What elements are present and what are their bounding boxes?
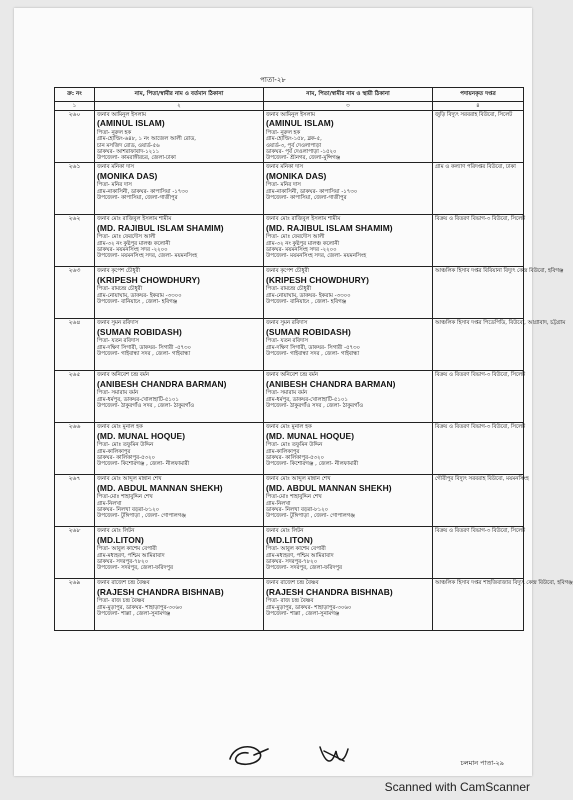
document-page xyxy=(14,8,573,776)
address-line: ডাকঘর- কালিকাপুর-৫৩২০ xyxy=(97,454,156,461)
posted-office: বিক্রয় ও বিতরণ বিভাগ-৩ বিউবো, সিলেট xyxy=(433,423,524,475)
address-line: উপজেলা- সদরপুর, জেলা-ফরিদপুর xyxy=(97,565,173,572)
permanent-address-cell xyxy=(264,423,433,475)
current-address-cell xyxy=(95,215,264,267)
father-name: পিতা- নুরুল হক xyxy=(97,130,132,137)
person-title: জনাব অনিবেশ চন্দ্র বর্মন xyxy=(97,372,150,379)
person-title: জনাব মোঃ আব্দুল মান্নান শেখ xyxy=(97,476,162,483)
header-posted-office: পদায়নকৃত দপ্তর xyxy=(433,88,524,102)
serial-number: ২৬৯ xyxy=(55,579,95,631)
father-name: পিতা- সমারাম বর্মন xyxy=(97,390,139,397)
address-line: গ্রাম-ধর্মপুর, ডাকঘর-খোলাহাটি-৫১০১ xyxy=(97,396,179,403)
address-line: গ্রাম-৩২ নং কুষ্টপুর মালঞ্চ কলোনী xyxy=(97,240,171,247)
posted-office: আঞ্চলিক হিসাব দপ্তর পিডেপিডি, বিউবো, আগ্রাবাদ, চট্টগ্রাম xyxy=(433,319,524,371)
permanent-address-cell xyxy=(264,319,433,371)
serial-number: ২৬৫ xyxy=(55,371,95,423)
address-line: গ্রাম-হোল্ডিং-১৫৮, ব্লক-৫, xyxy=(266,136,322,143)
person-name-english: (SUMAN ROBIDASH) xyxy=(97,326,182,337)
table-row xyxy=(55,111,524,163)
column-index: ৪ xyxy=(433,102,524,111)
address-line: উপজেলা- কিশোরগঞ্জ , জেলা- নীলফামারী xyxy=(97,461,190,468)
person-name-english: (SUMAN ROBIDASH) xyxy=(266,326,351,337)
address-line: ডাকঘর- কালিকাপুর-৫৩২০ xyxy=(266,454,325,461)
person-title: জনাব মনিকা দাস xyxy=(266,164,304,171)
address-line: গ্রাম-হোল্ডিং-৬৪৮, ১ নং আজেল আলী রোড, xyxy=(97,136,196,143)
page-number: পাতা-২৮ xyxy=(260,76,286,84)
serial-number: ২৬৮ xyxy=(55,527,95,579)
signature-1 xyxy=(224,741,274,771)
father-name: পিতা- মোঃ তফুমিন উদ্দিন xyxy=(97,442,154,449)
address-line: উপজেলা- টুঙ্গিপাড়া , জেলা- গোপালগঞ্জ xyxy=(97,513,186,520)
address-line: উপজেলা- সদরপুর, জেলা-ফরিদপুর xyxy=(266,565,342,572)
permanent-address-cell xyxy=(264,111,433,163)
serial-number: ২৬০ xyxy=(55,111,95,163)
address-line: উপজেলা- শাল্লা , জেলা-সুনামগঞ্জ xyxy=(266,610,340,617)
column-index-row xyxy=(55,102,524,111)
current-address-cell xyxy=(95,371,264,423)
address-line: গ্রাম-মধ্যহরণ, পশ্চিম আমিরাবাদ xyxy=(97,552,165,559)
address-line: গ্রাম-মধ্যহরণ, পশ্চিম আমিরাবাদ xyxy=(266,552,334,559)
address-line: উপজেলা- কাপাসিয়া, জেলা-গাজীপুর xyxy=(97,194,178,201)
person-title: জনাব মোঃ মুনাল হক xyxy=(266,424,312,431)
current-address-cell xyxy=(95,111,264,163)
current-address-cell xyxy=(95,527,264,579)
address-line: উপজেলা- টুঙ্গিপাড়া , জেলা- গোপালগঞ্জ xyxy=(266,513,355,520)
address-line: গ্রাম-কালিকাপুর xyxy=(266,448,300,455)
person-title: জনাব মোঃ রাজিবুল ইসলাম শামীম xyxy=(266,216,341,223)
table-row xyxy=(55,527,524,579)
person-name-english: (AMINUL ISLAM) xyxy=(97,118,165,129)
posted-office: আঞ্চলিক হিসাব দপ্তর বিবিয়ানা বিদ্যুৎ কেন্দ্র বিউবো, হবিগঞ্জ xyxy=(433,267,524,319)
father-name: পিতা- যতন রবিদাস xyxy=(266,338,309,345)
address-line: ডাকঘর- সদরপুর-৭৮২০ xyxy=(266,558,318,565)
person-title: জনাব অনিবেশ চন্দ্র বর্মন xyxy=(266,372,319,379)
permanent-address-cell xyxy=(264,267,433,319)
person-name-english: (MD. ABDUL MANNAN SHEKH) xyxy=(97,482,223,493)
column-index: ২ xyxy=(95,102,264,111)
address-line: উপজেলা- ঠাকুরগাঁও সদর , জেলা- ঠাকুরগাঁও xyxy=(97,402,195,409)
address-line: গ্রাম-মুড়াপুর, ডাকঘর- শাহাড়াপুর-৩০৬০ xyxy=(97,604,183,611)
address-line: উপজেলা- ঠাকুরগাঁও সদর , জেলা- ঠাকুরগাঁও xyxy=(266,402,364,409)
posted-office: বিক্রয় ও বিতরণ বিভাগ-৩ বিউবো, সিলেট xyxy=(433,371,524,423)
address-line: উপজেলা- শাল্লা , জেলা-সুনামগঞ্জ xyxy=(97,610,171,617)
serial-number: ২৬৭ xyxy=(55,475,95,527)
person-name-english: (MD. MUNAL HOQUE) xyxy=(97,430,186,441)
person-title: জনাব মোঃ লিটন xyxy=(97,528,135,535)
person-name-english: (MD. RAJIBUL ISLAM SHAMIM) xyxy=(266,222,393,233)
address-line: উপজেলা- কাপাসিয়া, জেলা-গাজীপুর xyxy=(266,194,347,201)
father-name: পিতা- রাজ চন্দ্র বৈষ্ণব xyxy=(266,598,314,605)
father-name: পিতা- মনির দাস xyxy=(266,182,301,189)
person-title: জনাব মনিকা দাস xyxy=(97,164,135,171)
person-title: জনাব কৃপেশ চৌধুরী xyxy=(97,268,140,275)
current-address-cell xyxy=(95,423,264,475)
person-name-english: (KRIPESH CHOWDHURY) xyxy=(97,274,201,285)
current-address-cell xyxy=(95,163,264,215)
header-serial: ক্র: নং xyxy=(55,88,95,102)
person-name-english: (ANIBESH CHANDRA BARMAN) xyxy=(97,378,227,389)
person-title: জনাব রাজেশ চন্দ্র বৈষ্ণব xyxy=(266,580,319,587)
address-line: গ্রাম-কালিকাপুর xyxy=(97,448,131,455)
permanent-address-cell xyxy=(264,215,433,267)
table-row xyxy=(55,267,524,319)
person-name-english: (MD. MUNAL HOQUE) xyxy=(266,430,355,441)
serial-number: ২৬৪ xyxy=(55,319,95,371)
continued-page-note: চলমান পাতা-২৯ xyxy=(460,759,504,767)
father-name: পিতা- সমারাম বর্মন xyxy=(266,390,308,397)
father-name: পিতা- আবুল কাশেম বেপারী xyxy=(266,546,326,553)
address-line: গ্রাম-নোয়াঘাম, ডাকঘর- ইকরাম -৩৩০০ xyxy=(266,292,351,299)
address-line: উপজেলা- গাইবান্ধা সদর , জেলা- গাইবান্ধা xyxy=(97,350,191,357)
table-row xyxy=(55,475,524,527)
serial-number: ২৬৩ xyxy=(55,267,95,319)
serial-number: ২৬৬ xyxy=(55,423,95,475)
address-line: উপজেলা- কিশোরগঞ্জ , জেলা- নীলফামারী xyxy=(266,461,359,468)
address-line: গ্রাম-নাকাসিনী, ডাকঘর- কাপাসিয়া -১৭৩০ xyxy=(97,188,189,195)
person-title: জনাব আমিনুল ইসলাম xyxy=(97,112,147,118)
person-name-english: (RAJESH CHANDRA BISHNAB) xyxy=(97,586,224,597)
signature-2 xyxy=(314,741,354,771)
father-name: পিতা- মোঃ তফুমিন উদ্দিন xyxy=(266,442,323,449)
posted-office: জুড়ি বিদ্যুৎ সরবরাহ বিউবো, সিলেট xyxy=(433,111,524,163)
person-name-english: (MD.LITON) xyxy=(97,534,144,545)
address-line: ডাকঘর- ময়মনসিংহ সদর -২২০০ xyxy=(266,246,337,253)
father-name: পিতা- মনির দাস xyxy=(97,182,132,189)
table-row xyxy=(55,215,524,267)
person-name-english: (AMINUL ISLAM) xyxy=(266,118,334,129)
current-address-cell xyxy=(95,475,264,527)
column-index: ১ xyxy=(55,102,95,111)
father-name: পিতা- মোঃ ফেরদৌস আলী xyxy=(97,234,156,241)
table-header-row xyxy=(55,88,524,102)
person-name-english: (ANIBESH CHANDRA BARMAN) xyxy=(266,378,396,389)
current-address-cell xyxy=(95,579,264,631)
person-name-english: (MONIKA DAS) xyxy=(97,170,158,181)
address-line: গ্রাম-৩২ নং কুষ্টপুর মালঞ্চ কলোনী xyxy=(266,240,340,247)
posted-office: বিক্রয় ও বিতরণ বিভাগ-৩ বিউবো, সিলেট xyxy=(433,215,524,267)
address-line: ওয়ার্ড-৩, পূর্ব দেওলাপাড়া xyxy=(266,142,322,149)
permanent-address-cell xyxy=(264,527,433,579)
address-line: উপজেলা- ময়মনসিংহ সদর, জেলা- ময়মনসিংহ xyxy=(97,253,198,260)
address-line: উপজেলা- গাইবান্ধা সদর , জেলা- গাইবান্ধা xyxy=(266,350,360,357)
address-line: উপজেলা- শ্রীনগর, জেলা-মুন্সিগঞ্জ xyxy=(266,155,341,162)
table-row xyxy=(55,579,524,631)
father-name: পিতা- রামচন্দ্র চৌধুরী xyxy=(97,286,143,293)
address-line: উপজেলা- কামরাঙ্গীরচর, জেলা-ঢাকা xyxy=(97,155,176,162)
header-current-address: নাম, পিতা/স্বামীর নাম ও বর্তমান ঠিকানা xyxy=(95,88,264,102)
current-address-cell xyxy=(95,267,264,319)
person-name-english: (MD. ABDUL MANNAN SHEKH) xyxy=(266,482,392,493)
person-title: জনাব মোঃ মুনাল হক xyxy=(97,424,143,431)
column-index: ৩ xyxy=(264,102,433,111)
posted-office: গৌরীপুর বিদ্যুৎ সরবরাহ বিউবো, ময়মনসিংহ xyxy=(433,475,524,527)
address-line: উপজেলা- বানিয়াচং , জেলা- হবিগঞ্জ xyxy=(266,298,347,305)
address-line: গ্রাম-নিলখা xyxy=(266,500,291,507)
scanner-watermark: Scanned with CamScanner xyxy=(384,780,530,794)
address-line: ডাকঘর- ময়মনসিংহ সদর -২২০০ xyxy=(97,246,168,253)
address-line: উপজেলা- ময়মনসিংহ সদর, জেলা- ময়মনসিংহ xyxy=(266,253,367,260)
permanent-address-cell xyxy=(264,163,433,215)
person-title: জনাব মোঃ লিটন xyxy=(266,528,304,535)
address-line: উপজেলা- বানিয়াচং , জেলা- হবিগঞ্জ xyxy=(97,298,178,305)
person-title: জনাব সুমন রবিদাস xyxy=(97,320,139,327)
father-name: পিতা- মোঃ ফেরদৌস আলী xyxy=(266,234,325,241)
address-line: গ্রাম-দক্ষিণ সিগারী, ডাকঘর- সিগারী -৫৭৩০ xyxy=(97,344,192,351)
person-title: জনাব মোঃ রাজিবুল ইসলাম শামীম xyxy=(97,216,172,223)
current-address-cell xyxy=(95,319,264,371)
father-name: পিতা- রাজ চন্দ্র বৈষ্ণব xyxy=(97,598,145,605)
father-name: পিতা- আবুল কাশেম বেপারী xyxy=(97,546,157,553)
person-name-english: (MD. RAJIBUL ISLAM SHAMIM) xyxy=(97,222,224,233)
table-row xyxy=(55,163,524,215)
person-title: জনাব রাজেশ চন্দ্র বৈষ্ণব xyxy=(97,580,150,587)
person-name-english: (RAJESH CHANDRA BISHNAB) xyxy=(266,586,393,597)
address-line: ডাকঘর- নিলখা বড়রা-৮১২০ xyxy=(266,506,329,513)
person-title: জনাব কৃপেশ চৌধুরী xyxy=(266,268,309,275)
address-line: গ্রাম-ধর্মপুর, ডাকঘর-খোলাহাটি-৫১০১ xyxy=(266,396,348,403)
father-name: পিতা- রামচন্দ্র চৌধুরী xyxy=(266,286,312,293)
person-name-english: (MONIKA DAS) xyxy=(266,170,327,181)
posted-office: আঞ্চলিক হিসাব দপ্তর শাহজিবাজার বিদ্যুৎ কেন্দ্র বিউবো, হবিগঞ্জ xyxy=(433,579,524,631)
table-row xyxy=(55,371,524,423)
person-title: জনাব সুমন রবিদাস xyxy=(266,320,308,327)
father-name: পিতা-মোঃ শাহাবুদ্দিন শেখ xyxy=(97,494,153,501)
permanent-address-cell xyxy=(264,475,433,527)
header-permanent-address: নাম, পিতা/স্বামীর নাম ও স্থায়ী ঠিকানা xyxy=(264,88,433,102)
person-title: জনাব মোঃ আব্দুল মান্নান শেখ xyxy=(266,476,331,483)
serial-number: ২৬২ xyxy=(55,215,95,267)
table-row xyxy=(55,423,524,475)
address-line: গ্রাম-নোয়াঘাম, ডাকঘর- ইকরাম -৩৩০০ xyxy=(97,292,182,299)
father-name: পিতা-মোঃ শাহাবুদ্দিন শেখ xyxy=(266,494,322,501)
address-line: ডাকঘর- পূর্ব দেওলাপাড়া -১৫২০ xyxy=(266,148,337,155)
father-name: পিতা- যতন রবিদাস xyxy=(97,338,140,345)
permanent-address-cell xyxy=(264,371,433,423)
address-line: ডাকঘর- আশরাফাবাদ-১২১১ xyxy=(97,148,160,155)
person-name-english: (MD.LITON) xyxy=(266,534,313,545)
address-line: গ্রাম-নিলখা xyxy=(97,500,122,507)
address-line: ডাকঘর- সদরপুর-৭৮২০ xyxy=(97,558,149,565)
address-line: গ্রাম-নাকাসিনী, ডাকঘর- কাপাসিয়া -১৭৩০ xyxy=(266,188,358,195)
permanent-address-cell xyxy=(264,579,433,631)
father-name: পিতা- নুরুল হক xyxy=(266,130,301,137)
address-line: চান মসজিদ রোড, ওয়ার্ড-৫৬ xyxy=(97,142,160,149)
posted-office: গ্রাম ও কল্যাণ পরিদপ্তর বিউবো, ঢাকা xyxy=(433,163,524,215)
address-line: ডাকঘর- নিলখা বড়রা-৮১২০ xyxy=(97,506,160,513)
posted-office: বিক্রয় ও বিতরণ বিভাগ-৩ বিউবো, সিলেট xyxy=(433,527,524,579)
appointment-table xyxy=(54,87,573,631)
serial-number: ২৬১ xyxy=(55,163,95,215)
address-line: গ্রাম-দক্ষিণ সিগারী, ডাকঘর- সিগারী -৫৭৩০ xyxy=(266,344,361,351)
person-name-english: (KRIPESH CHOWDHURY) xyxy=(266,274,370,285)
table-row xyxy=(55,319,524,371)
person-title: জনাব আমিনুল ইসলাম xyxy=(266,112,316,118)
address-line: গ্রাম-মুড়াপুর, ডাকঘর- শাহাড়াপুর-৩০৬০ xyxy=(266,604,352,611)
